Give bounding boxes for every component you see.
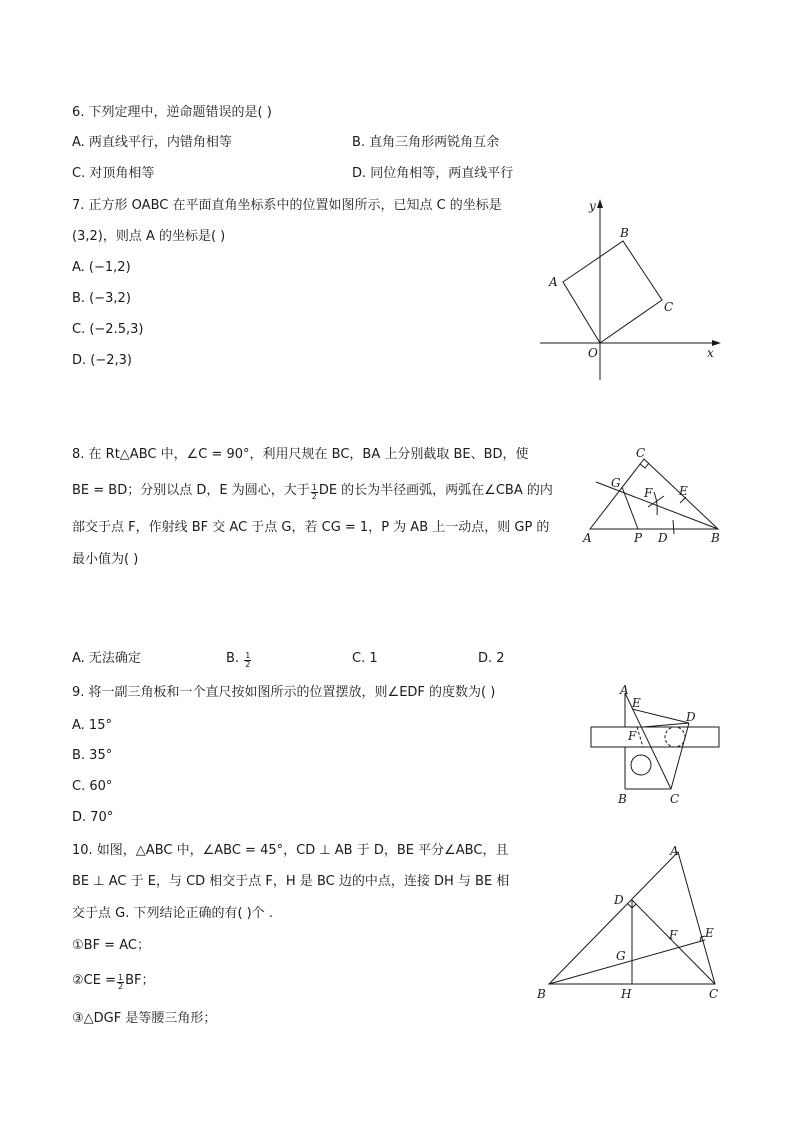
label-g: G: [616, 949, 626, 963]
q9-stem: 9. 将一副三角板和一个直尺按如图所示的位置摆放，则∠EDF 的度数为( ): [72, 685, 496, 700]
label-c: C: [636, 446, 646, 460]
q10-triangle-figure: [533, 842, 733, 1012]
tick-d: [673, 520, 674, 534]
hole-circle: [631, 755, 651, 775]
q10-item-1: ①BF = AC；: [72, 938, 150, 953]
q8-option-d: D. 2: [478, 651, 505, 666]
q8-half-fraction: [311, 484, 318, 501]
label-b: B: [537, 987, 546, 1001]
q8-stem-line4: 最小值为( ): [72, 552, 139, 567]
q8-stem-line2: [72, 482, 553, 501]
label-a: A: [670, 844, 679, 858]
hidden-hole-circle: [665, 727, 685, 747]
label-x: x: [707, 346, 714, 360]
q8-stem-line1: 8. 在 Rt△ABC 中，∠C = 90°，利用尺规在 BC，BA 上分别截取 BE、BD，使: [72, 447, 529, 462]
segment-fd: [643, 723, 689, 727]
q10-item2-num: 1: [117, 973, 124, 982]
label-p: P: [634, 531, 643, 545]
q8-option-a: A. 无法确定: [72, 651, 141, 666]
q10-item2-fraction: [117, 974, 124, 991]
q9-option-a: A. 15°: [72, 718, 112, 733]
label-f: F: [669, 928, 678, 942]
q10-item2-pre: ②CE =: [72, 973, 116, 988]
ruler: [591, 727, 719, 747]
label-b: B: [711, 531, 720, 545]
label-f: F: [644, 486, 653, 500]
q8-line2-post: DE 的长为半径画弧，两弧在∠CBA 的内: [318, 483, 553, 498]
q8-option-b-fraction: [244, 652, 251, 669]
q7-option-b: B. (−3,2): [72, 291, 131, 306]
q8-option-b: [226, 650, 252, 669]
label-c: C: [709, 987, 719, 1001]
q10-item2-den: 2: [117, 982, 124, 991]
q6-option-c: C. 对顶角相等: [72, 166, 155, 181]
label-c: C: [664, 300, 674, 314]
q10-stem-line3: 交于点 G. 下列结论正确的有( )个 .: [72, 906, 274, 921]
label-e: E: [679, 484, 688, 498]
segment-be: [549, 940, 705, 984]
label-o: O: [588, 346, 598, 360]
q7-option-c: C. (−2.5,3): [72, 322, 144, 337]
q9-triangle-ruler-figure: [585, 683, 725, 808]
set-square-side-dc: [671, 723, 689, 789]
label-a: A: [583, 531, 592, 545]
q8-option-b-den: 2: [245, 660, 251, 669]
q9-option-c: C. 60°: [72, 779, 113, 794]
segment-cd: [632, 900, 715, 984]
q6-option-a: A. 两直线平行，内错角相等: [72, 135, 232, 150]
label-a: A: [549, 275, 558, 289]
q10-stem-line1: 10. 如图，△ABC 中，∠ABC = 45°，CD ⊥ AB 于 D，BE 平分∠ABC，且: [72, 843, 509, 858]
y-axis-arrow-icon: [597, 199, 603, 208]
label-d: D: [614, 893, 624, 907]
q9-option-d: D. 70°: [72, 810, 114, 825]
q8-option-b-letter: B.: [226, 651, 240, 666]
arc-2: [654, 492, 657, 515]
q8-option-c: C. 1: [352, 651, 378, 666]
hidden-line: [637, 727, 643, 747]
q7-stem-line2: (3,2)，则点 A 的坐标是( ): [72, 229, 226, 244]
q10-item2-post: BF；: [125, 973, 155, 988]
label-f: F: [628, 729, 637, 743]
q6-option-d: D. 同位角相等，两直线平行: [352, 166, 514, 181]
label-b: B: [620, 226, 629, 240]
label-g: G: [611, 476, 621, 490]
label-b: B: [618, 792, 627, 806]
label-c: C: [670, 792, 680, 806]
q8-triangle-figure: [578, 445, 728, 550]
label-e: E: [705, 926, 714, 940]
label-d: D: [686, 710, 696, 724]
q7-coordinate-figure: [535, 195, 725, 385]
set-square-side-ed: [632, 709, 689, 723]
q9-option-b: B. 35°: [72, 748, 113, 763]
q6-stem: 6. 下列定理中，逆命题错误的是( ): [72, 105, 272, 120]
q10-item-2: [72, 972, 154, 991]
label-a: A: [620, 683, 629, 697]
label-y: y: [589, 199, 596, 213]
label-e: E: [632, 696, 641, 710]
triangle-abc: [590, 459, 718, 529]
segment-gp: [622, 487, 638, 529]
label-h: H: [621, 987, 632, 1001]
q8-stem-line3: 部交于点 F，作射线 BF 交 AC 于点 G，若 CG = 1，P 为 AB 上一动点，则 GP 的: [72, 520, 550, 535]
q10-stem-line2: BE ⊥ AC 于 E，与 CD 相交于点 F，H 是 BC 边的中点，连接 DH 与 BE 相: [72, 874, 510, 889]
q7-option-a: A. (−1,2): [72, 260, 131, 275]
q8-option-b-num: 1: [245, 651, 251, 660]
q8-half-den: 2: [311, 492, 317, 501]
square-oabc: [563, 241, 662, 343]
q8-line2-pre: BE = BD；分别以点 D，E 为圆心，大于: [72, 483, 310, 498]
q7-stem-line1: 7. 正方形 OABC 在平面直角坐标系中的位置如图所示，已知点 C 的坐标是: [72, 198, 502, 213]
q7-option-d: D. (−2,3): [72, 353, 132, 368]
right-angle-mark: [640, 463, 649, 468]
label-d: D: [658, 531, 668, 545]
q8-half-num: 1: [311, 483, 317, 492]
q10-item-3: ③△DGF 是等腰三角形；: [72, 1011, 217, 1026]
q6-option-b: B. 直角三角形两锐角互余: [352, 135, 500, 150]
